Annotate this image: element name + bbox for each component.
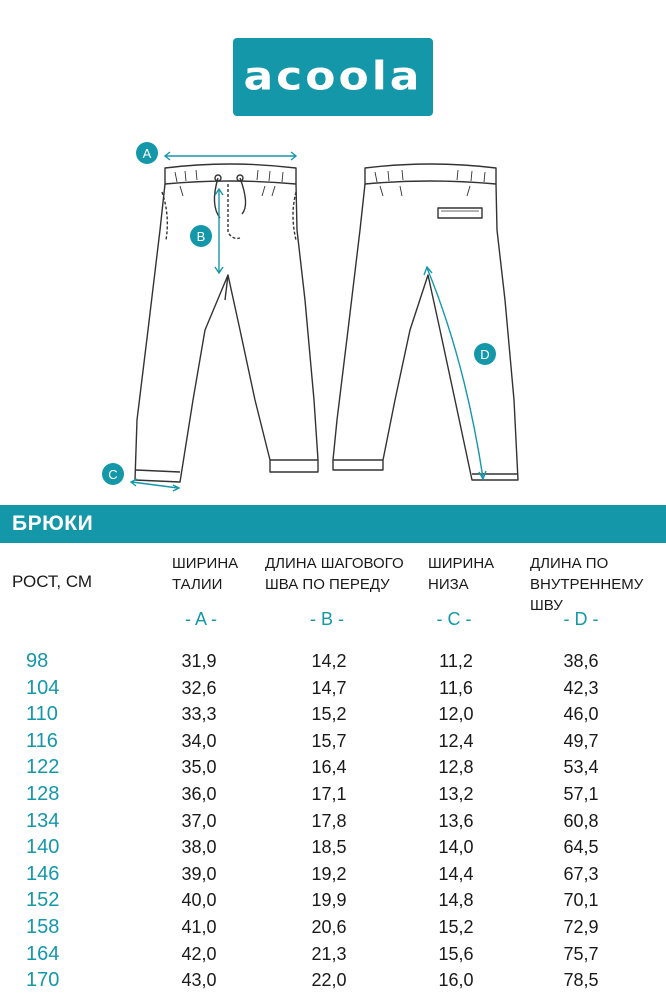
- column-header-a: [172, 553, 238, 595]
- table-row: [0, 967, 666, 994]
- waist-width-cell: 38,0: [181, 837, 217, 858]
- inseam-length-cell: 64,5: [563, 837, 599, 858]
- front-rise-cell: 21,3: [311, 943, 347, 964]
- inseam-length-cell: 49,7: [563, 730, 599, 751]
- inseam-length-cell: 42,3: [563, 677, 599, 698]
- inseam-length-cell: 67,3: [563, 863, 599, 884]
- hem-width-cell: 11,6: [439, 677, 473, 698]
- hem-width-cell: 11,2: [439, 651, 473, 671]
- front-rise-cell: 17,8: [311, 810, 347, 831]
- table-row: [0, 861, 666, 888]
- table-row: [0, 834, 666, 861]
- size-cell: 140: [26, 836, 60, 859]
- table-row: [0, 808, 666, 835]
- waist-width-cell: 37,0: [181, 810, 217, 831]
- marker-d: [474, 343, 496, 365]
- column-header-b-line1: ДЛИНА ШАГОВОГО: [265, 555, 404, 572]
- column-letter-b: - B -: [310, 609, 344, 629]
- hem-width-cell: 15,6: [438, 943, 474, 964]
- size-cell: 128: [26, 782, 60, 805]
- column-header-c: [428, 553, 494, 595]
- waist-width-cell: 31,9: [181, 651, 217, 671]
- marker-d-label: D: [480, 347, 490, 362]
- size-cell: 164: [26, 942, 60, 965]
- column-header-c-line2: НИЗА: [428, 576, 469, 593]
- size-cell: 170: [26, 969, 60, 992]
- front-rise-cell: 19,9: [311, 890, 347, 911]
- waist-width-cell: 39,0: [181, 863, 217, 884]
- marker-b-label: B: [196, 229, 206, 244]
- brand-logo-text: acoola: [243, 53, 423, 100]
- front-rise-cell: 14,7: [311, 677, 347, 698]
- column-letter-d: - D -: [563, 609, 599, 629]
- waist-width-cell: 35,0: [181, 757, 217, 778]
- marker-c-label: C: [108, 467, 118, 482]
- hem-width-cell: 14,4: [438, 863, 474, 884]
- waist-width-cell: 34,0: [181, 730, 217, 751]
- size-cell: 98: [26, 650, 49, 672]
- waist-width-cell: 32,6: [181, 677, 217, 698]
- column-header-b: [265, 553, 404, 595]
- front-rise-cell: 19,2: [311, 863, 347, 884]
- size-column-header: РОСТ, СМ: [12, 572, 93, 591]
- waist-width-cell: 40,0: [181, 890, 217, 911]
- table-row: [0, 754, 666, 781]
- table-row: [0, 728, 666, 755]
- column-header-d-line2: ВНУТРЕННЕМУ ШВУ: [530, 576, 644, 614]
- pants-back-view: [333, 164, 518, 480]
- inseam-length-cell: 38,6: [563, 651, 599, 671]
- hem-width-cell: 16,0: [438, 970, 474, 991]
- table-row: [0, 701, 666, 728]
- table-row: [0, 941, 666, 968]
- waist-width-cell: 42,0: [181, 943, 217, 964]
- hem-width-cell: 15,2: [438, 916, 474, 937]
- hem-width-cell: 14,0: [438, 837, 474, 858]
- waist-width-cell: 33,3: [181, 704, 217, 725]
- table-row: [0, 887, 666, 914]
- size-cell: 152: [26, 889, 60, 912]
- column-header-a-line1: ШИРИНА: [172, 555, 239, 572]
- front-rise-cell: 15,7: [311, 730, 347, 751]
- hem-width-cell: 13,2: [438, 783, 474, 804]
- inseam-length-cell: 70,1: [563, 890, 599, 911]
- inseam-length-cell: 57,1: [563, 783, 599, 804]
- size-table-body: [0, 648, 666, 994]
- column-header-d-line1: ДЛИНА ПО: [530, 555, 609, 572]
- size-cell: 110: [26, 703, 58, 726]
- front-rise-cell: 15,2: [311, 704, 347, 725]
- column-header-a-line2: ТАЛИИ: [172, 576, 223, 593]
- column-header-c-line1: ШИРИНА: [428, 555, 495, 572]
- size-cell: 146: [26, 862, 60, 885]
- size-cell: 122: [26, 756, 60, 779]
- table-row: [0, 781, 666, 808]
- front-rise-cell: 17,1: [311, 783, 347, 804]
- inseam-length-cell: 46,0: [563, 704, 599, 725]
- column-header-b-line2: ШВА ПО ПЕРЕДУ: [265, 576, 390, 593]
- inseam-length-cell: 53,4: [563, 757, 599, 778]
- size-cell: 104: [26, 676, 60, 699]
- front-rise-cell: 20,6: [311, 916, 347, 937]
- table-row: [0, 675, 666, 702]
- size-cell: 116: [26, 729, 58, 752]
- table-row: [0, 648, 666, 675]
- column-letter-a: - A -: [184, 609, 217, 629]
- front-rise-cell: 22,0: [311, 970, 347, 991]
- pants-front-view: [135, 164, 318, 482]
- waist-width-cell: 41,0: [181, 916, 217, 937]
- inseam-length-cell: 60,8: [563, 810, 599, 831]
- section-banner: [0, 505, 666, 543]
- hem-width-cell: 13,6: [438, 810, 474, 831]
- column-letter-c: - C -: [436, 609, 472, 629]
- section-title: БРЮКИ: [12, 512, 94, 535]
- hem-width-cell: 12,8: [438, 757, 474, 778]
- marker-a: [136, 142, 158, 164]
- inseam-length-cell: 75,7: [563, 943, 599, 964]
- waist-width-cell: 43,0: [181, 970, 217, 991]
- size-cell: 134: [26, 809, 60, 832]
- marker-b: [190, 225, 212, 247]
- front-rise-cell: 16,4: [311, 757, 347, 778]
- inseam-length-cell: 78,5: [563, 970, 599, 991]
- front-rise-cell: 18,5: [311, 837, 347, 858]
- marker-c: [102, 463, 124, 485]
- column-header-d: [530, 553, 666, 616]
- marker-a-label: A: [142, 146, 152, 161]
- size-cell: 158: [26, 915, 60, 938]
- table-row: [0, 914, 666, 941]
- inseam-length-cell: 72,9: [563, 916, 599, 937]
- hem-width-cell: 12,0: [438, 704, 474, 725]
- waist-width-cell: 36,0: [181, 783, 217, 804]
- front-rise-cell: 14,2: [311, 651, 347, 671]
- hem-width-cell: 14,8: [438, 890, 474, 911]
- hem-width-cell: 12,4: [438, 730, 474, 751]
